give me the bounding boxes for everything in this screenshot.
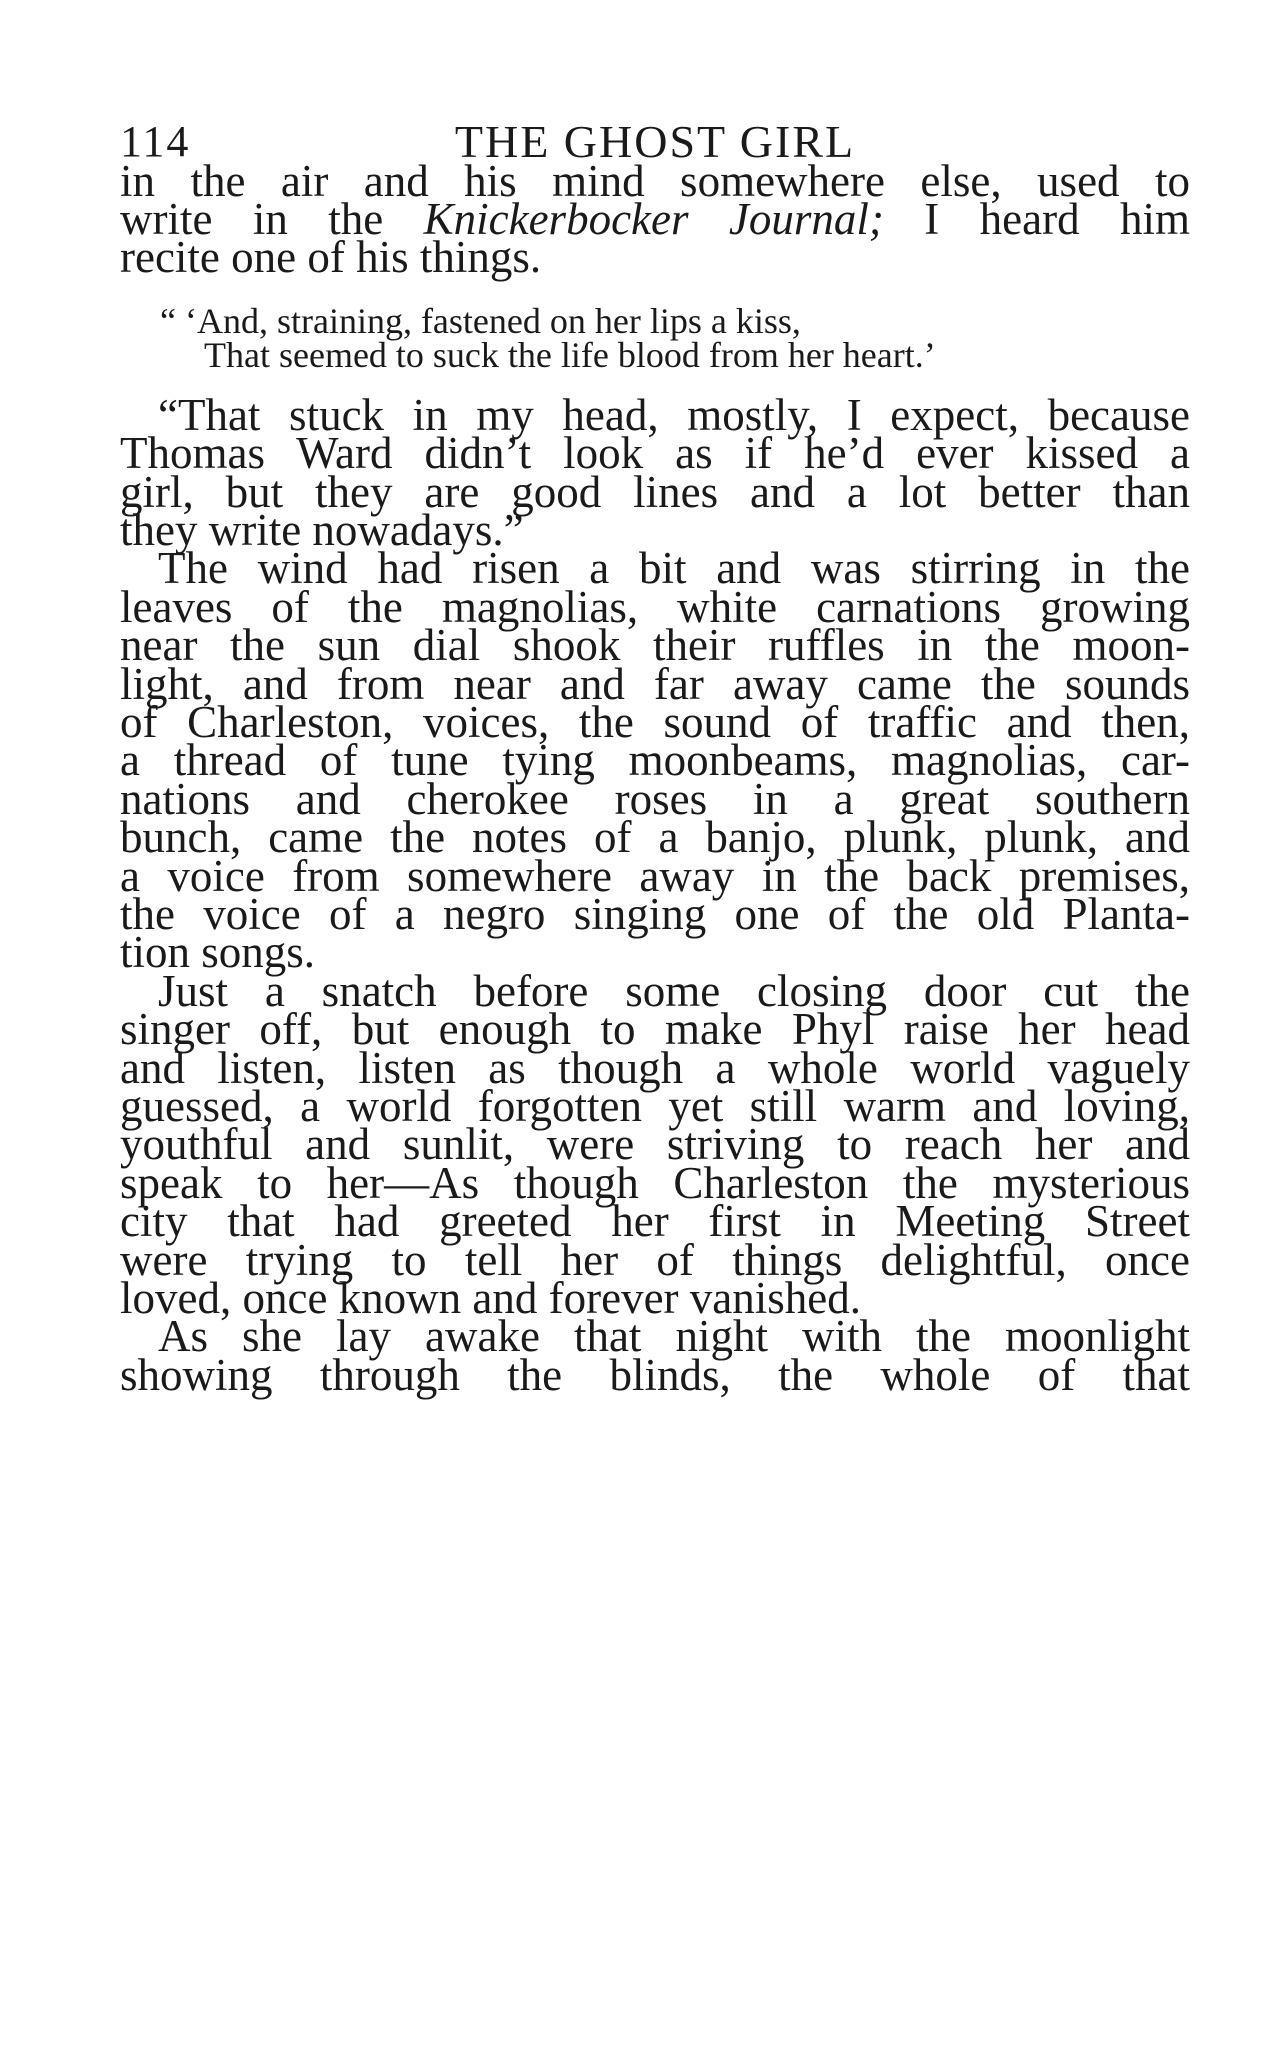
text-line: near the sun dial shook their ruffles in the moon- — [120, 620, 1190, 670]
text-line: “That stuck in my head, mostly, I expect, because — [158, 390, 1190, 440]
text-segment: write in the — [120, 194, 424, 244]
text-line: The wind had risen a bit and was stirring in the — [158, 543, 1190, 593]
text-line: light, and from near and far away came the sounds — [120, 659, 1190, 709]
verse-line: “ ‘And, straining, fastened on her lips a kiss, — [160, 301, 801, 341]
text-line: a thread of tune tying moonbeams, magnolias, car- — [120, 735, 1190, 785]
text-line: guessed, a world forgotten yet still warm and loving, — [120, 1081, 1190, 1131]
page-number: 114 — [120, 117, 191, 166]
text-line: singer off, but enough to make Phyl raise her head — [120, 1004, 1190, 1054]
text-line: nations and cherokee roses in a great southern — [120, 774, 1190, 824]
text-line: Thomas Ward didn’t look as if he’d ever kissed a — [120, 428, 1190, 478]
text-line: bunch, came the notes of a banjo, plunk, plunk, and — [120, 812, 1190, 862]
text-line: girl, but they are good lines and a lot better than — [120, 467, 1190, 517]
text-line: recite one of his things. — [120, 232, 542, 282]
text-segment: I heard him — [883, 194, 1190, 244]
text-line: youthful and sunlit, were striving to reach her and — [120, 1119, 1190, 1169]
text-line: were trying to tell her of things delightful, once — [120, 1235, 1190, 1285]
text-line: As she lay awake that night with the moonlight — [158, 1311, 1190, 1361]
text-line: and listen, listen as though a whole world vaguely — [120, 1043, 1190, 1093]
text-line: in the air and his mind somewhere else, used to — [120, 156, 1190, 206]
italic-title: Knickerbocker Journal; — [423, 194, 884, 244]
text-line: loved, once known and forever vanished. — [120, 1273, 862, 1323]
text-line: showing through the blinds, the whole of that — [120, 1350, 1190, 1400]
text-line: city that had greeted her first in Meeting Street — [120, 1196, 1190, 1246]
text-line: the voice of a negro singing one of the old Planta- — [120, 889, 1190, 939]
verse-line: That seemed to suck the life blood from her heart.’ — [204, 335, 936, 375]
text-line: tion songs. — [120, 927, 316, 977]
text-line: a voice from somewhere away in the back premises, — [120, 851, 1190, 901]
text-line: of Charleston, voices, the sound of traffic and then, — [120, 697, 1190, 747]
running-title: THE GHOST GIRL — [454, 116, 856, 167]
text-line: leaves of the magnolias, white carnations growing — [120, 582, 1190, 632]
text-line: speak to her—As though Charleston the mysterious — [120, 1158, 1190, 1208]
text-line: Just a snatch before some closing door cut the — [158, 966, 1190, 1016]
text-line: they write nowadays.” — [120, 505, 524, 555]
